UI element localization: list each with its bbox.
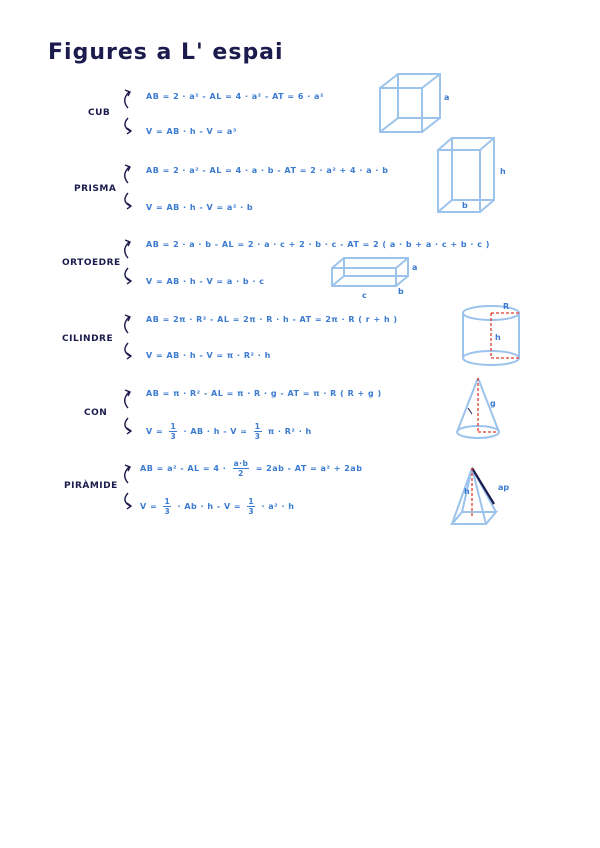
cuboid-dim-c: c xyxy=(362,291,367,300)
cuboid-dim-a: a xyxy=(412,263,418,272)
fraction-one-third: $\frac{1}{3}$ xyxy=(164,497,171,516)
prism-dim-b: b xyxy=(462,201,468,210)
con-volume-prefix: V = xyxy=(146,427,164,436)
ortoedre-volume: V = AB · h - V = a · b · c xyxy=(146,277,265,286)
cube-figure xyxy=(372,70,462,140)
label-piramide: PIRÀMIDE xyxy=(64,481,118,491)
pyramid-figure xyxy=(446,464,516,530)
cuboid-figure xyxy=(326,254,426,302)
label-cilindre: CILINDRE xyxy=(62,334,114,344)
fraction-one-third: $\frac{1}{3}$ xyxy=(170,422,177,441)
cylinder-dim-h: h xyxy=(495,333,501,342)
label-con: CON xyxy=(84,408,108,418)
pyramid-dim-ap: ap xyxy=(498,483,510,492)
piramide-areas xyxy=(140,459,362,478)
piramide-volume-prefix: V = xyxy=(140,502,158,511)
cone-dim-g: g xyxy=(490,399,496,408)
label-ortoedre: ORTOEDRE xyxy=(62,258,121,268)
prism-figure xyxy=(432,132,512,218)
piramide-volume-mid: · Ab · h - V = xyxy=(177,502,242,511)
piramide-volume xyxy=(140,497,294,516)
cone-figure xyxy=(452,374,512,444)
cylinder-figure xyxy=(458,300,528,370)
pyramid-dim-h: h xyxy=(464,487,470,496)
page-title: Figures a L' espai xyxy=(48,40,284,65)
piramide-volume-suffix: · a² · h xyxy=(261,502,295,511)
cube-dim-a: a xyxy=(444,93,450,102)
cylinder-dim-r: R xyxy=(503,302,510,311)
prism-dim-h: h xyxy=(500,167,506,176)
prisma-volume: V = AB · h - V = a² · b xyxy=(146,203,254,212)
piramide-areas-prefix: AB = a² - AL = 4 · xyxy=(140,464,227,473)
label-prisma: PRISMA xyxy=(74,184,117,194)
cub-volume: V = AB · h - V = a³ xyxy=(146,127,237,136)
ortoedre-areas: AB = 2 · a · b - AL = 2 · a · c + 2 · b · c - AT = 2 ( a · b + a · c + b · c ) xyxy=(146,240,490,249)
piramide-areas-suffix: = 2ab - AT = a² + 2ab xyxy=(255,464,363,473)
con-volume xyxy=(146,422,312,441)
fraction-ab-over-2: $\frac{a\cdot b}{2}$ xyxy=(233,459,249,478)
con-volume-suffix: π · R² · h xyxy=(267,427,312,436)
cuboid-dim-b: b xyxy=(398,287,404,296)
prisma-areas: AB = 2 · a² - AL = 4 · a · b - AT = 2 · a² + 4 · a · b xyxy=(146,166,389,175)
con-areas: AB = π · R² - AL = π · R · g - AT = π · R ( R + g ) xyxy=(146,389,382,398)
fraction-one-third: $\frac{1}{3}$ xyxy=(254,422,261,441)
fraction-one-third: $\frac{1}{3}$ xyxy=(248,497,255,516)
cilindre-volume: V = AB · h - V = π · R² · h xyxy=(146,351,271,360)
label-cub: CUB xyxy=(88,108,111,118)
cilindre-areas: AB = 2π · R² - AL = 2π · R · h - AT = 2π · R ( r + h ) xyxy=(146,315,398,324)
cub-areas: AB = 2 · a² - AL = 4 · a² - AT = 6 · a² xyxy=(146,92,324,101)
con-volume-mid: · AB · h - V = xyxy=(183,427,248,436)
